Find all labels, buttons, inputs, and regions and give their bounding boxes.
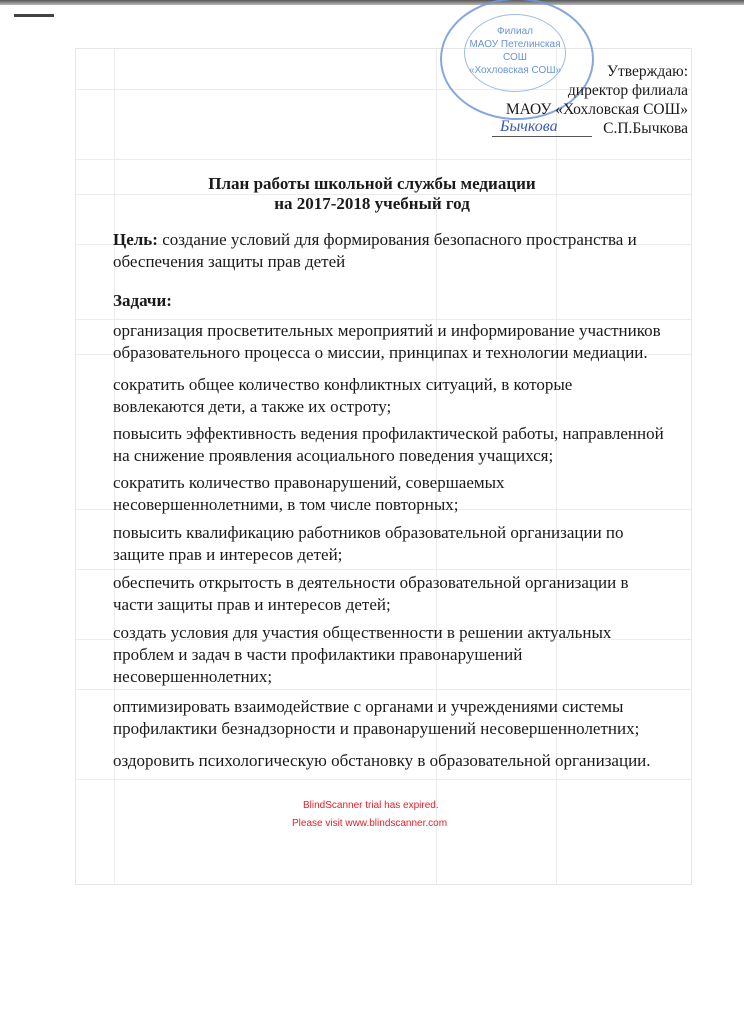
- stamp-line: «Хохловская СОШ»: [468, 65, 562, 76]
- approval-position: директор филиала: [567, 82, 688, 99]
- scan-edge: [0, 0, 744, 5]
- task-item: сократить общее количество конфликтных ситуаций, в которые вовлекаются дети, а также их остроту;: [113, 375, 573, 416]
- task-item: оптимизировать взаимодействие с органами и учреждениями системы профилактики безнадзорности и правонарушений несовершеннолетних;: [113, 697, 640, 738]
- tasks-label: Задачи:: [113, 291, 172, 310]
- watermark-text: BlindScanner trial has expired.: [303, 800, 439, 811]
- task-item: обеспечить открытость в деятельности образовательной организации в части защиты прав и интересов детей;: [113, 573, 629, 614]
- stamp-line: МАОУ Петелинская СОШ: [469, 39, 561, 63]
- task-item: создать условия для участия общественности в решении актуальных проблем и задач в части профилактики правонарушений несовершеннолетних;: [113, 623, 612, 686]
- task-item: организация просветительных мероприятий и информирование участников образовательного процесса о миссии, принципах и технологии медиации.: [113, 321, 661, 362]
- approval-name: С.П.Бычкова: [603, 120, 688, 137]
- task-item: оздоровить психологическую обстановку в образовательной организации.: [113, 751, 651, 770]
- page-title: [0, 174, 744, 214]
- approval-heading: Утверждаю:: [607, 63, 688, 80]
- scan-mark: [14, 14, 54, 17]
- stamp-line: Филиал: [496, 26, 533, 37]
- watermark-link: Please visit www.blindscanner.com: [292, 818, 448, 829]
- goal-label: Цель:: [113, 230, 158, 249]
- title-line: План работы школьной службы медиации: [208, 174, 536, 193]
- signature-line: [492, 136, 592, 137]
- goal-text: создание условий для формирования безопасного пространства и обеспечения защиты прав детей: [113, 230, 637, 271]
- task-item: повысить эффективность ведения профилактической работы, направленной на снижение проявления асоциального поведения учащихся;: [113, 424, 664, 465]
- task-item: повысить квалификацию работников образовательной организации по защите прав и интересов детей;: [113, 523, 624, 564]
- title-subline: на 2017-2018 учебный год: [274, 194, 470, 213]
- task-item: сократить количество правонарушений, совершаемых несовершеннолетними, в том числе повторных;: [113, 473, 505, 514]
- signature: Бычкова: [500, 118, 558, 135]
- approval-organization: МАОУ «Хохловская СОШ»: [505, 101, 688, 118]
- goal-paragraph: [113, 229, 665, 273]
